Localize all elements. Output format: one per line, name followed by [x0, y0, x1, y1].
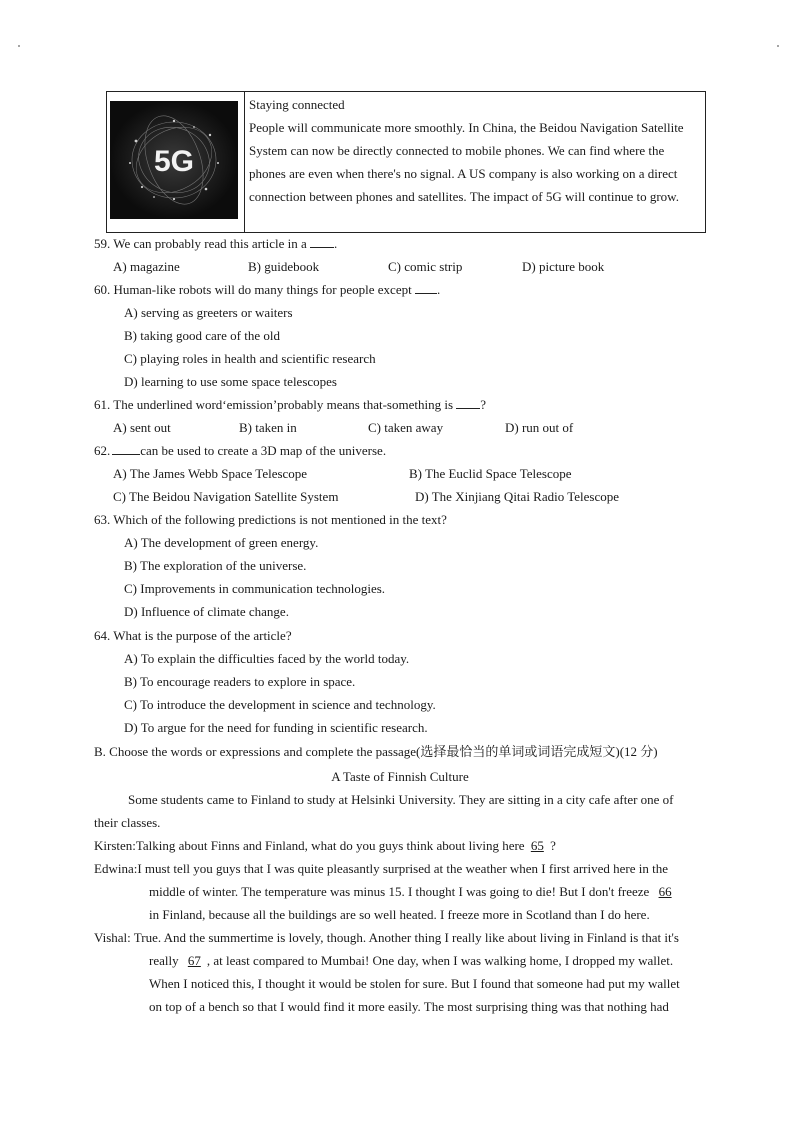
dialogue-text: middle of winter. The temperature was minus 15. I thought I was going to die! But I don't freeze — [149, 884, 650, 899]
option-c[interactable]: C) Improvements in communication technologies. — [124, 581, 386, 596]
answer-blank[interactable] — [112, 444, 140, 455]
scan-speck — [777, 45, 779, 47]
dialogue-text: really — [149, 953, 179, 968]
option-c[interactable]: C) The Beidou Navigation Satellite System — [113, 489, 339, 504]
article-line-text: System can now be directly connected to mobile phones. We can find where the — [249, 143, 665, 158]
question-stem-end: . — [436, 282, 441, 297]
article-line-text: connection between phones and satellites. The impact of 5G will continue to grow. — [249, 189, 679, 204]
answer-blank[interactable] — [456, 398, 480, 409]
option-c[interactable]: C) comic strip — [388, 259, 463, 274]
article-line-text: People will communicate more smoothly. In China, the Beidou Navigation Satellite — [249, 120, 684, 135]
passage-title: A Taste of Finnish Culture — [331, 769, 469, 784]
option-d[interactable]: D) The Xinjiang Qitai Radio Telescope — [415, 489, 620, 504]
option-c[interactable]: C) playing roles in health and scientific research — [124, 351, 376, 366]
option-b[interactable]: B) The exploration of the universe. — [124, 558, 307, 573]
article-box — [106, 91, 706, 233]
option-b[interactable]: B) taken in — [239, 420, 297, 435]
option-d[interactable]: D) Influence of climate change. — [124, 604, 289, 619]
option-a[interactable]: A) sent out — [113, 420, 171, 435]
article-line — [249, 120, 707, 136]
answer-blank[interactable] — [415, 283, 437, 294]
kirsten-line — [94, 839, 556, 852]
option-c[interactable]: C) taken away — [368, 420, 444, 435]
edwina-line: Edwina:I must tell you guys that I was quite pleasantly surprised at the weather when I first arrived here in the — [94, 861, 668, 876]
option-d[interactable]: D) To argue for the need for funding in scientific research. — [124, 720, 428, 735]
vishal-line — [149, 954, 673, 967]
edwina-line — [149, 885, 678, 898]
option-b[interactable]: B) taking good care of the old — [124, 328, 280, 343]
question-62 — [94, 444, 386, 457]
question-stem-end: ? — [480, 397, 487, 412]
question-stem: 60. Human-like robots will do many things for people except — [94, 282, 412, 297]
question-stem: 61. The underlined word‘emission’probably means that-something is — [94, 397, 453, 412]
blank-65[interactable]: 65 — [530, 838, 544, 853]
option-d[interactable]: D) picture book — [522, 259, 605, 274]
vishal-line: on top of a bench so that I would find it more easily. The most surprising thing was that nothing had — [149, 999, 669, 1014]
article-line — [249, 143, 707, 159]
passage-intro-line: Some students came to Finland to study at Helsinki University. They are sitting in a city cafe after one of — [128, 792, 674, 807]
question-61 — [94, 398, 486, 411]
option-a[interactable]: A) To explain the difficulties faced by the world today. — [124, 651, 410, 666]
option-a[interactable]: A) The development of green energy. — [124, 535, 319, 550]
option-c[interactable]: C) To introduce the development in science and technology. — [124, 697, 436, 712]
vishal-line: Vishal: True. And the summertime is lovely, though. Another thing I really like about living in Finland is that it's — [94, 930, 679, 945]
5g-image — [110, 101, 238, 219]
dialogue-text: ? — [550, 838, 556, 853]
5g-graphic — [110, 101, 238, 219]
question-stem: 59. We can probably read this article in a — [94, 236, 307, 251]
option-b[interactable]: B) To encourage readers to explore in space. — [124, 674, 356, 689]
option-a[interactable]: A) The James Webb Space Telescope — [113, 466, 308, 481]
edwina-line: in Finland, because all the buildings are so well heated. I freeze more in Scotland than I do here. — [149, 907, 650, 922]
option-b[interactable]: B) The Euclid Space Telescope — [409, 466, 572, 481]
question-60 — [94, 283, 440, 296]
5g-label: 5G — [153, 145, 195, 178]
blank-67[interactable]: 67 — [187, 953, 201, 968]
answer-blank[interactable] — [310, 237, 334, 248]
option-a[interactable]: A) magazine — [113, 259, 180, 274]
dialogue-text: Kirsten:Talking about Finns and Finland, what do you guys think about living here — [94, 838, 525, 853]
blank-66[interactable]: 66 — [658, 884, 672, 899]
question-stem: 62. — [94, 443, 111, 458]
article-line-text: phones are even when there's no signal. A US company is also working on a direct — [249, 166, 678, 181]
dialogue-text: , at least compared to Mumbai! One day, when I was walking home, I dropped my wallet. — [206, 953, 674, 968]
article-line — [249, 189, 707, 205]
option-d[interactable]: D) run out of — [505, 420, 574, 435]
option-b[interactable]: B) guidebook — [248, 259, 320, 274]
option-d[interactable]: D) learning to use some space telescopes — [124, 374, 337, 389]
question-63: 63. Which of the following predictions is not mentioned in the text? — [94, 512, 447, 527]
question-stem-end: can be used to create a 3D map of the universe. — [140, 443, 387, 458]
vishal-line: When I noticed this, I thought it would be stolen for sure. But I found that someone had put my wallet — [149, 976, 680, 991]
article-line — [249, 166, 707, 182]
question-stem-end: . — [334, 236, 338, 251]
section-b-instruction: B. Choose the words or expressions and complete the passage(选择最恰当的单词或词语完成短文)(12 分) — [94, 744, 658, 759]
question-64: 64. What is the purpose of the article? — [94, 628, 292, 643]
question-59 — [94, 237, 337, 250]
box-divider — [244, 92, 245, 232]
article-title: Staying connected — [249, 97, 345, 112]
passage-intro-line: their classes. — [94, 815, 161, 830]
scan-speck — [18, 45, 20, 47]
option-a[interactable]: A) serving as greeters or waiters — [124, 305, 293, 320]
